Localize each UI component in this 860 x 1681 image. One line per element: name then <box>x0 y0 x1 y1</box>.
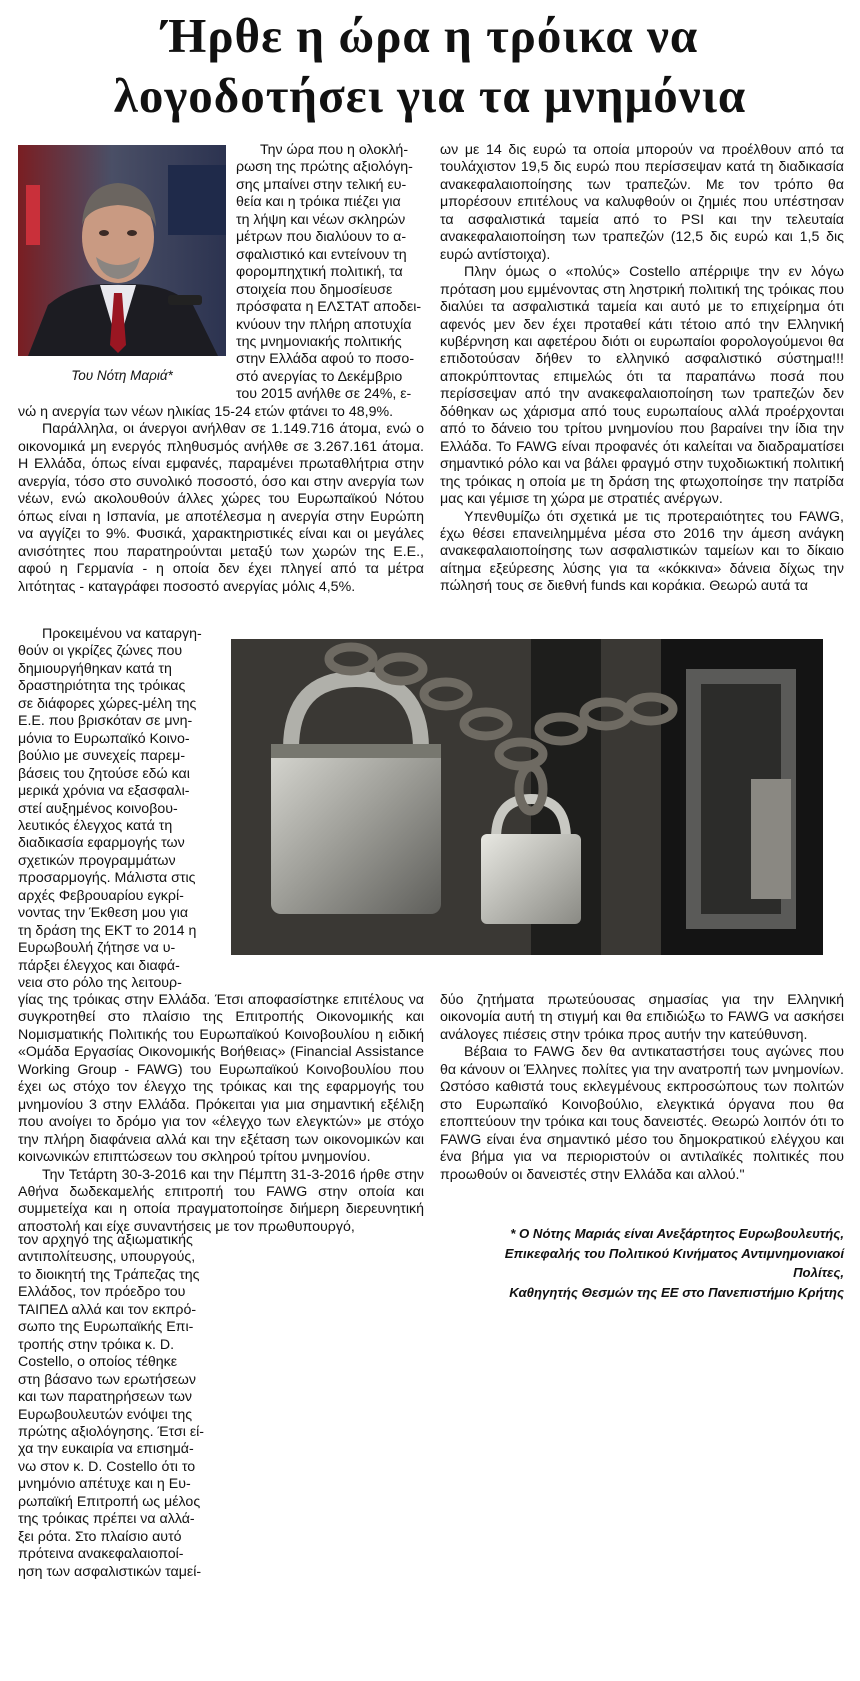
paragraph-fawg: γίας της τρόικας στην Ελλάδα. Έτσι αποφασίστηκε επιτέλους να συγκροτηθεί στο πλαίσιο της Επιτροπής Οικονομικής και Νομισματικής Πολιτικής του Ευρωπαϊκού Κοινοβουλίου η ειδική «Ομάδα Εργασίας Οικονομικής Βοήθειας» (Financial Assistance Working Group - FAWG) του Ευρωπαϊκού Κοινοβουλίου που έχει ως στόχο τον έλεγχο της τρόικας και της εφαρμογής του μνημονίου 3 στην Ελλάδα. Πρόκειται για μια σημαντική εξέλιξη που ανοίγει το δρόμο για τον «έλεγχο των ελεγκτών» με στόχο την πλήρη διαφάνεια αλλά και την εξέταση των οικονομικών και κοινωνικών επιπτώσεων του σκληρού τρίτου μνημονίου. <box>18 992 424 1166</box>
right-column-lower <box>440 992 844 1184</box>
signature-line: Καθηγητής Θεσμών της ΕΕ στο Πανεπιστήμιο Κρήτης <box>509 1284 844 1300</box>
narrow-line: νοντας την Έκθεση μου για <box>18 905 189 922</box>
left-column-upper <box>18 404 424 596</box>
narrow-line: και των παρατηρήσεων των <box>18 1389 193 1406</box>
narrow-line: ηση των ασφαλιστικών ταμεί- <box>18 1563 202 1580</box>
narrow-column-1 <box>18 626 218 993</box>
narrow-line: λευτικός έλεγχος κατά τη <box>18 817 173 834</box>
paragraph-right-3: Υπενθυμίζω ότι σχετικά με τις προτεραιότητες του FAWG, έχω θέσει επανειλημμένα μέσα στο 2016 την άμεση ανάγκη ανακεφαλαιοποίησης των ασφαλιστικών ταμείων και το δίκαιο αίτημα εξεύρεσης λύσης για τα «κόκκινα» δάνεια δίχως την πώλησή τους σε διεθνή funds και κοράκια. Θεωρώ αυτά τα <box>440 508 844 595</box>
narrow-line: τον αρχηγό της αξιωματικής <box>18 1232 193 1248</box>
narrow-line: σωπο της Ευρωπαϊκής Επι- <box>18 1319 194 1336</box>
narrow-line: πρότεινα ανακεφαλαιοποί- <box>18 1546 184 1563</box>
paragraph-right-2: Πλην όμως ο «πολύς» Costello απέρριψε την εν λόγω πρόταση μου εμμένοντας στη ληστρική πολιτική της τρόικας που διαλύει τα ασφαλιστικά ταμεία και αυτό με το επιχείρημα ότι αφενός μεν δεν έχει προταθεί κάτι τέτοιο από την Ελληνική κυβέρνηση και αφετέρου διότι οι ευρωπαίοι φορολογούμενοι θα επιδοτούσαν δήθεν το ελληνικό ασφαλιστικό σύστημα!!! αποκρύπτοντας επιμελώς ότι τα παραπάνω ποσά που περίσσεψαν από την ανακεφαλαιοποίηση των τραπεζών δεν δόθηκαν ως χάρισμα από τους ευρωπαίους αλλά προέρχονται από το δάνειο του τρίτου μνημονίου που βαραίνει την ίδια την Ελλάδα. Το FAWG είναι προφανές ότι καλείται να διαδραματίσει σημαντικό ρόλο και να βάλει φραγμό στην τυχοδιωκτική πολιτική της τρόικας η οποία με τη δράση της φτωχοποίησε την πατρίδα μας και γέμισε τη χώρα με στρατιές ανέργων. <box>440 264 844 508</box>
intro-line: Την ώρα που η ολοκλή- <box>260 142 409 158</box>
narrow-line: Προκειμένου να καταργη- <box>42 626 202 642</box>
narrow-line: νω στον κ. D. Costello ότι το <box>18 1458 196 1475</box>
intro-line: τη λήψη και νέων σκληρών <box>236 211 406 228</box>
intro-line: της μνημονιακής πολιτικής <box>236 333 402 350</box>
intro-line: θεία και η τρόικα πιέζει για <box>236 194 401 211</box>
photo-caption: Του Νότη Μαριά* <box>71 368 173 383</box>
narrow-line: χα την ευκαιρία να επισημά- <box>18 1441 194 1458</box>
narrow-line: ΤΑΙΠΕΔ αλλά και τον εκπρό- <box>18 1301 197 1318</box>
intro-line: ρωση της πρώτης αξιολόγη- <box>236 159 413 176</box>
intro-column <box>236 142 426 404</box>
headline-line-1: Ήρθε η ώρα η τρόικα να <box>161 8 699 63</box>
signature-line: Επικεφαλής του Πολιτικού Κινήματος Αντιμνημονιακοί Πολίτες, <box>504 1245 844 1280</box>
narrow-line: σχετικών προγραμμάτων <box>18 852 176 869</box>
narrow-line: Ευρωβουλευτών ενόψει της <box>18 1406 193 1423</box>
narrow-line: το διοικητή της Τράπεζας της <box>18 1266 200 1283</box>
narrow-line: αντιπολίτευσης, υπουργούς, <box>18 1249 196 1266</box>
narrow-line: Ε.Ε. που βρισκόταν σε μνη- <box>18 713 193 730</box>
intro-line: σφαλιστικό και εντείνουν τη <box>236 246 407 263</box>
narrow-line: μερικά χρόνια να εξασφαλι- <box>18 783 190 800</box>
left-column-lower <box>18 992 424 1236</box>
author-signature <box>452 1224 844 1302</box>
paragraph-right-1: ων με 14 δις ευρώ τα οποία μπορούν να προέλθουν από τα τουλάχιστον 19,5 δις ευρώ που περίσσεψαν κατά τη διαδικασία ανακεφαλαιοποίησης των τραπεζών. Με τον τρόπο θα μπορέσουν επιτέλους να καλυφθούν οι ζημιές που υπέστησαν τα ασφαλιστικά ταμεία από το PSI και την τελευταία ανακεφαλαιοποίηση των τραπεζών (12,5 δις ευρώ και 1,5 δις ευρώ αντίστοιχα). <box>440 142 844 263</box>
paragraph-parallila: Παράλληλα, οι άνεργοι ανήλθαν σε 1.149.716 άτομα, ενώ ο οικονομικά μη ενεργός πληθυσμός ανήλθε σε 3.267.161 άτομα. Η Ελλάδα, όπως είναι εμφανές, παραμένει πρωταθλήτρια στην ανεργία, τόσο στο συνολικό ποσοστό, όσο και στην ανεργία των νέων, ενώ ακολουθούν άλλες χώρες του Ευρωπαϊκού Νότου όπως είναι η Ισπανία, με αποτέλεσμα η ανεργία στην Ευρώπη να αγγίζει το 9%. Φυσικά, χαρακτηριστικές είναι και οι μεγάλες ανισότητες που παρατηρούνται μεταξύ των χωρών της Ε.Ε., αφού η Γερμανία - η οποία δεν έχει πληγεί από τα μέτρα λιτότητας - καταγράφει ποσοστό ανεργίας μόλις 4,5%. <box>18 421 424 595</box>
author-photo <box>18 145 226 356</box>
narrow-column-2 <box>18 1232 218 1581</box>
narrow-line: ρωπαϊκή Επιτροπή ως μέλος <box>18 1493 201 1510</box>
intro-line: μέτρων που διαλύουν το α- <box>236 229 407 246</box>
paragraph-right-5: Βέβαια το FAWG δεν θα αντικαταστήσει τους αγώνες που θα κάνουν οι Έλληνες πολίτες για την ανατροπή των μνημονίων. Ωστόσο καθιστά τους εκλεγμένους εκπροσώπους των πολιτών στο Ευρωπαϊκό Κοινοβούλιο, ελεγκτικά όργανα που θα εποπτεύουν την τρόικα και τους δανειστές. Θεωρώ λοιπόν ότι το FAWG είναι ένα σημαντικό μέσο του δημοκρατικού ελέγχου και ένα βήμα για να περιοριστούν οι αντιλαϊκές πολιτικές που προωθούν οι δανειστές στην Ελλάδα και αλλού." <box>440 1044 844 1183</box>
narrow-line: μνημόνιο απέτυχε και η Ευ- <box>18 1476 191 1493</box>
narrow-line: στεί αυξημένος κοινοβου- <box>18 800 178 817</box>
narrow-line: σε διάφορες χώρες-μέλη της <box>18 695 197 712</box>
intro-line: στοιχεία που δημοσίευσε <box>236 281 393 298</box>
narrow-line: διαδικασία εφαρμογής των <box>18 835 185 852</box>
narrow-line: πάρξει έλεγχος και διαφά- <box>18 957 180 974</box>
narrow-line: βούλιο με συνεχείς παρεμ- <box>18 748 186 765</box>
narrow-line: Ελλάδος, τον πρόεδρο του <box>18 1284 186 1301</box>
intro-line: φορομπηχτική πολιτική, τα <box>236 264 403 281</box>
right-column-upper <box>440 142 844 596</box>
narrow-line: αρχές Φεβρουαρίου εγκρί- <box>18 887 184 904</box>
padlock-chain-image <box>231 639 823 955</box>
narrow-line: Costello, ο οποίος τέθηκε <box>18 1354 178 1371</box>
narrow-line: Ευρωβουλή ζήτησε να υ- <box>18 940 176 957</box>
signature-line: * Ο Νότης Μαριάς είναι Ανεξάρτητος Ευρωβουλευτής, <box>510 1226 844 1241</box>
intro-line: στό ανεργίας το Δεκέμβριο <box>236 368 403 385</box>
headline-line-2: λογοδοτήσει για τα μνημόνια <box>113 68 747 123</box>
narrow-line: της τρόικας πρέπει να αλλά- <box>18 1511 195 1528</box>
narrow-line: μόνια το Ευρωπαϊκό Κοινο- <box>18 730 190 747</box>
narrow-line: θούν οι γκρίζες ζώνες που <box>18 643 183 660</box>
intro-line: σης μπαίνει στην τελική ευ- <box>236 176 407 193</box>
narrow-line: στη βάσανο των ερωτήσεων <box>18 1371 196 1388</box>
intro-end-line: νώ η ανεργία των νέων ηλικίας 15-24 ετών φτάνει το 48,9%. <box>18 404 394 420</box>
narrow-line: δραστηριότητα της τρόικας <box>18 678 186 695</box>
paragraph-right-4: δύο ζητήματα πρωτεύουσας σημασίας για την Ελληνική οικονομία αυτή τη στιγμή και θα επιδιώξω το FAWG να ασκήσει ανάλογες πιέσεις στην τρόικα προς αυτήν την κατεύθυνση. <box>440 992 844 1043</box>
narrow-line: τροπής στην τρόικα κ. D. <box>18 1336 175 1353</box>
paragraph-tetarti: Την Τετάρτη 30-3-2016 και την Πέμπτη 31-3-2016 ήρθε στην Αθήνα δωδεκαμελής επιτροπή του FAWG στην οποία και συμμετείχα και η οποία πραγματοποίησε διήμερη διερευνητική αποστολή και είχε συναντήσεις με τον πρωθυπουργό, <box>18 1166 424 1235</box>
narrow-line: νεια στο ρόλο της λειτουρ- <box>18 975 182 992</box>
narrow-line: τη δράση της ΕΚΤ το 2014 η <box>18 922 197 939</box>
intro-line: κνύουν την πλήρη αποτυχία <box>236 316 412 333</box>
narrow-line: πρώτης αξιολόγησης. Έτσι εί- <box>18 1423 205 1440</box>
intro-line: πρόσφατα η ΕΛΣΤΑΤ αποδει- <box>236 299 422 316</box>
intro-line: του 2015 ανήλθε σε 24%, ε- <box>236 386 412 403</box>
narrow-line: προσαρμογής. Μάλιστα στις <box>18 870 196 887</box>
narrow-line: ξει ρότα. Στο πλαίσιο αυτό <box>18 1528 182 1545</box>
narrow-line: βάσεις του ζητούσε εδώ και <box>18 765 190 782</box>
intro-line: στην Ελλάδα αφού το ποσο- <box>236 351 415 368</box>
narrow-line: δημιουργήθηκαν κατά τη <box>18 660 172 677</box>
